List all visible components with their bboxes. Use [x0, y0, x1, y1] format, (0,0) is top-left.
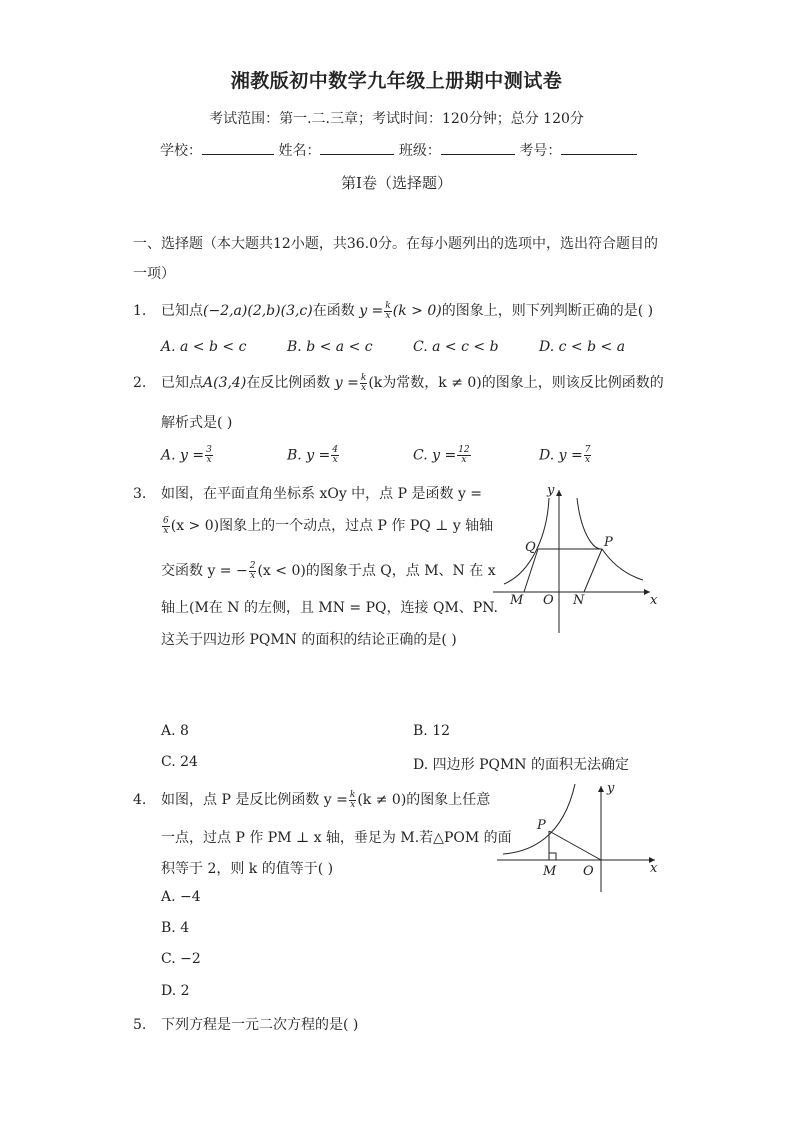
q2-text-pre: 已知点 — [161, 375, 203, 391]
q4-option-d[interactable]: D. 2 — [161, 983, 190, 999]
q3-line1: 如图，在平面直角坐标系 xOy 中，点 P 是函数 y = — [161, 486, 483, 502]
name-blank[interactable] — [320, 142, 394, 155]
q3-label-x: x — [650, 593, 658, 608]
q4-label-p: P — [537, 818, 546, 833]
q1-fraction: $\frac{k}{x}$ — [385, 300, 391, 321]
q3-segment-qm — [524, 549, 538, 592]
school-blank[interactable] — [202, 142, 274, 155]
paper-title: 湘教版初中数学九年级上册期中测试卷 — [230, 70, 563, 92]
q3-option-c[interactable]: C. 24 — [161, 754, 198, 770]
q4-line2: 一点，过点 P 作 PM ⊥ x 轴，垂足为 M.若△POM 的面 — [161, 830, 512, 846]
q4-label-x: x — [650, 861, 658, 876]
student-info-line — [160, 140, 637, 160]
q3-figure — [485, 478, 675, 638]
q2-func: y = — [334, 375, 359, 391]
q1-text-pre: 已知点 — [161, 303, 203, 319]
q4-option-c[interactable]: C. −2 — [161, 951, 201, 967]
q3-line3: 交函数 y = − $\frac{2}{x}$ (x < 0)的图象于点 Q，点 M、N 在 x — [161, 560, 496, 581]
q2-condition: (k为常数，k ≠ 0) — [368, 375, 482, 391]
q4-label-m: M — [543, 864, 557, 879]
q4-line1: 如图，点 P 是反比例函数 y = $\frac{k}{x}$ (k ≠ 0)的图象上任意 — [161, 789, 491, 810]
class-blank[interactable] — [441, 142, 515, 155]
q4-right-angle-mark — [549, 853, 556, 860]
id-blank[interactable] — [561, 142, 637, 155]
q2-number: 2. — [133, 375, 147, 391]
q3-label-q: Q — [525, 540, 536, 555]
q3-label-n: N — [573, 593, 585, 608]
class-label: 班级： — [398, 143, 441, 159]
q3-label-p: P — [604, 535, 613, 550]
section-heading-line2: 一项） — [133, 266, 175, 282]
q1-option-c[interactable]: C. a < c < b — [413, 339, 499, 355]
q3-label-o: O — [543, 593, 554, 608]
section-heading-line1: 一、选择题（本大题共12小题，共36.0分。在每小题列出的选项中，选出符合题目的 — [133, 236, 658, 252]
q3-option-a[interactable]: A. 8 — [161, 723, 189, 739]
q3-number: 3. — [133, 486, 147, 502]
q2-point: A(3,4) — [203, 375, 247, 391]
q2-option-b[interactable]: B. y = $\frac{4}{x}$ — [287, 445, 339, 465]
q3-label-m: M — [510, 593, 524, 608]
q2-option-c[interactable]: C. y = $\frac{12}{x}$ — [413, 445, 470, 465]
q2-fraction: $\frac{k}{x}$ — [360, 372, 367, 393]
q2-text-mid: 在反比例函数 — [246, 375, 331, 391]
q1-condition: (k > 0) — [392, 303, 442, 319]
q3-line4: 轴上(M在 N 的左侧，且 MN = PQ，连接 QM、PN. — [161, 600, 498, 616]
q4-label-y: y — [607, 781, 615, 796]
q4-option-b[interactable]: B. 4 — [161, 920, 190, 936]
q1-option-b[interactable]: B. b < a < c — [287, 339, 373, 355]
q3-segment-pn — [584, 549, 602, 592]
q3-option-b[interactable]: B. 12 — [413, 723, 451, 739]
q4-label-o: O — [583, 864, 594, 879]
q1-points: (−2,a)(2,b)(3,c) — [203, 303, 313, 319]
exam-info: 考试范围：第一.二.三章；考试时间：120分钟；总分 120分 — [209, 111, 584, 127]
q1-text-mid: 在函数 — [312, 303, 355, 319]
q3-line5: 这关于四边形 PQMN 的面积的结论正确的是( ) — [161, 632, 457, 648]
school-label: 学校： — [160, 143, 202, 159]
q2-stem-line2: 解析式是( ) — [161, 415, 233, 431]
q2-option-a[interactable]: A. y = $\frac{3}{x}$ — [161, 445, 212, 465]
q5-stem: 下列方程是一元二次方程的是( ) — [161, 1017, 359, 1033]
q4-figure — [495, 778, 675, 896]
q4-segment-po — [549, 831, 601, 860]
q5-number: 5. — [133, 1017, 147, 1033]
q2-text-post: 的图象上，则该反比例函数的 — [481, 375, 664, 391]
q1-func: y = — [359, 303, 384, 319]
id-label: 考号： — [519, 143, 562, 159]
q1-text-post: 的图象上，则下列判断正确的是( ) — [441, 303, 654, 319]
q4-number: 4. — [133, 792, 147, 808]
q1-option-d[interactable]: D. c < b < a — [539, 339, 626, 355]
q4-line3: 积等于 2，则 k 的值等于( ) — [161, 861, 334, 877]
q4-option-a[interactable]: A. −4 — [161, 889, 201, 905]
q2-option-d[interactable]: D. y = $\frac{7}{x}$ — [539, 445, 591, 465]
q1-number: 1. — [133, 303, 147, 319]
q2-stem — [161, 372, 664, 393]
volume-heading: 第Ⅰ卷（选择题） — [341, 174, 452, 192]
q3-line2: $\frac{6}{x}$ (x > 0)图象上的一个动点，过点 P 作 PQ ⊥ y 轴轴 — [163, 515, 494, 536]
name-label: 姓名： — [278, 143, 321, 159]
q3-label-y: y — [547, 483, 555, 498]
q1-stem — [161, 300, 653, 321]
q3-option-d[interactable]: D. 四边形 PQMN 的面积无法确定 — [413, 757, 630, 773]
q1-option-a[interactable]: A. a < b < c — [161, 339, 247, 355]
